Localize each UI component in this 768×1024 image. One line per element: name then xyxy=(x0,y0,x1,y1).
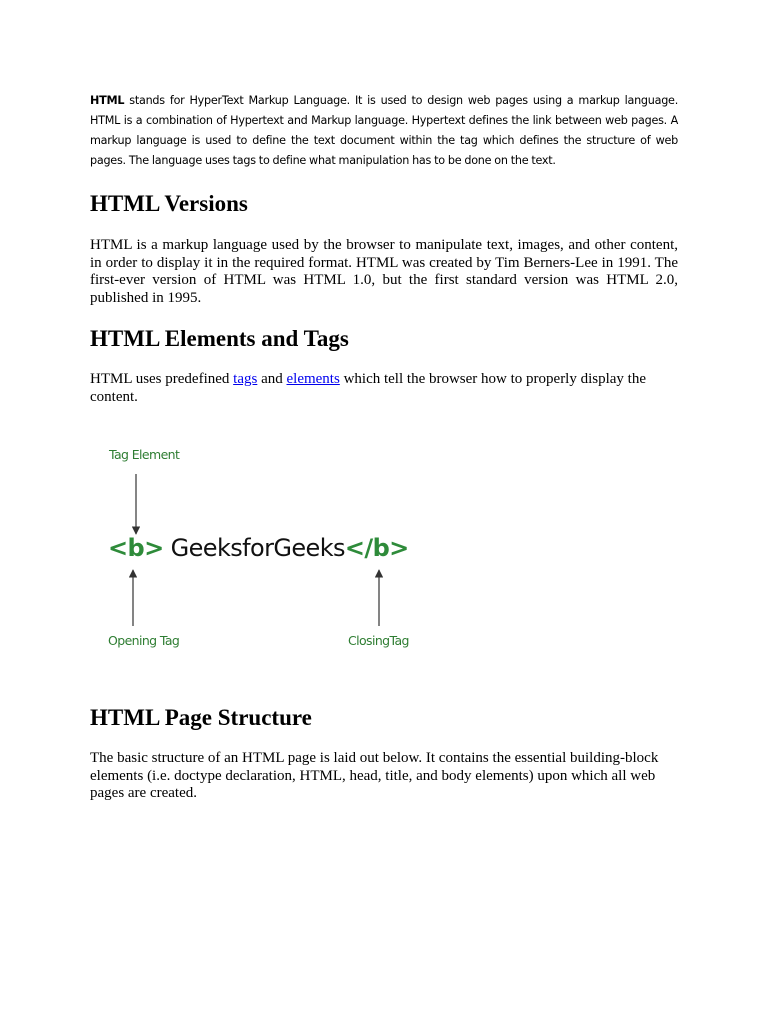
tag-element-label: Tag Element xyxy=(109,447,180,462)
closing-tag: </b> xyxy=(344,534,409,562)
tags-link[interactable]: tags xyxy=(233,371,258,387)
heading-page-structure: HTML Page Structure xyxy=(90,705,312,730)
heading-elements-and-tags: HTML Elements and Tags xyxy=(90,326,349,351)
opening-tag: <b> xyxy=(108,534,164,562)
elements-text-after: which tell the browser how to properly display the content. xyxy=(90,371,647,405)
elements-text-mid: and xyxy=(257,371,287,387)
elements-link[interactable]: elements xyxy=(286,371,340,387)
intro-bold-term: HTML xyxy=(90,94,125,107)
intro-text: stands for HyperText Markup Language. It is used to design web pages using a markup language. HTML is a combination of Hypertext and Markup language. Hypertext defines the link between web pages. A markup language is used to define the text document within the tag which defines the structure of web pages. The language uses tags to define what manipulation has to be done on the text. xyxy=(90,94,678,167)
tag-content: GeeksforGeeks xyxy=(163,534,345,562)
structure-paragraph: The basic structure of an HTML page is laid out below. It contains the essential building-block elements (i.e. doctype declaration, HTML, head, title, and body elements) upon which all web pages are created. xyxy=(90,750,659,802)
heading-html-versions: HTML Versions xyxy=(90,191,248,216)
tag-example-code xyxy=(108,534,409,562)
tag-diagram xyxy=(102,440,422,662)
versions-paragraph: HTML is a markup language used by the browser to manipulate text, images, and other content, in order to display it in the required format. HTML was created by Tim Berners-Lee in 1991. The first-ever version of HTML was HTML 1.0, but the first standard version was HTML 2.0, published in 1995. xyxy=(90,237,678,306)
elements-paragraph xyxy=(90,371,678,406)
intro-paragraph xyxy=(90,91,678,171)
opening-tag-label: Opening Tag xyxy=(108,633,180,648)
elements-text-before: HTML uses predefined xyxy=(90,371,234,387)
closing-tag-label: ClosingTag xyxy=(348,633,409,648)
